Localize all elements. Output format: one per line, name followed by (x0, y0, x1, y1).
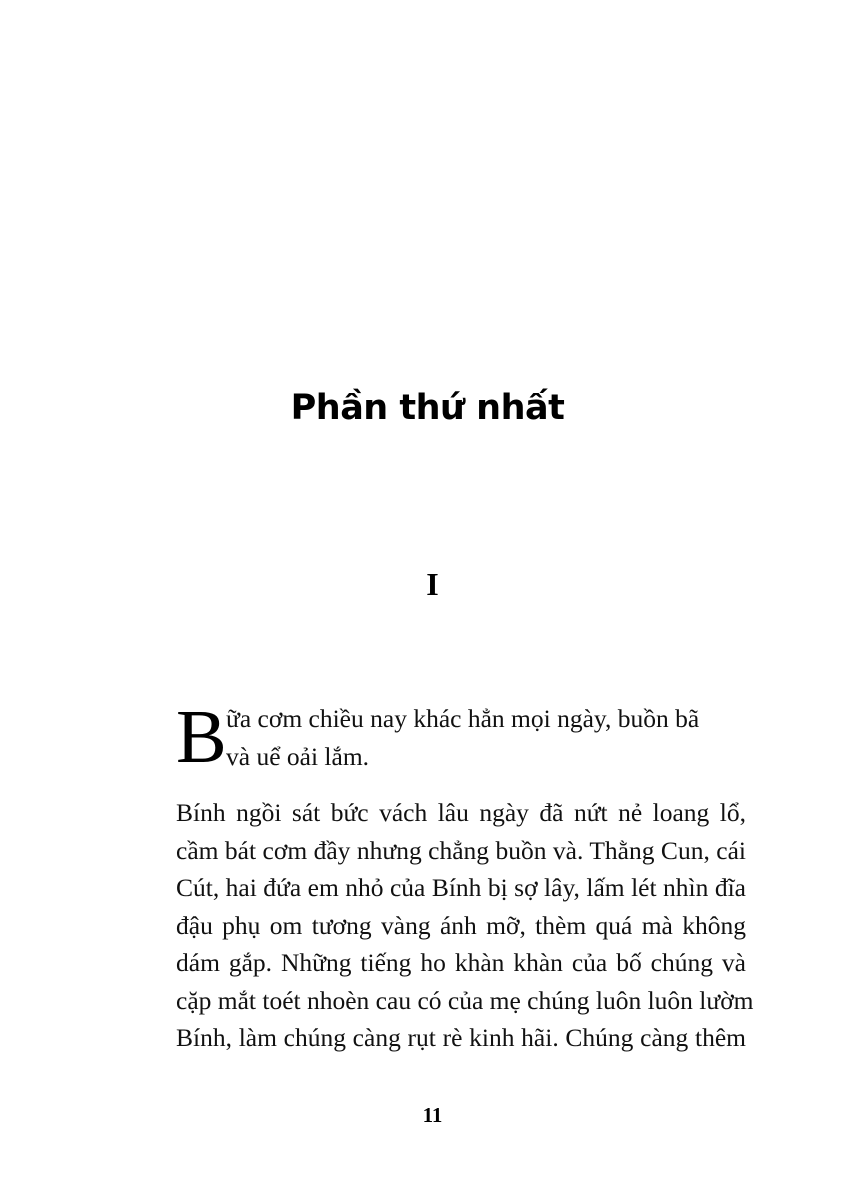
paragraph-line: ữa cơm chiều nay khác hẳn mọi ngày, buồn bã (226, 704, 700, 733)
paragraph-line: đậu phụ om tương vàng ánh mỡ, thèm quá mà không (176, 910, 746, 940)
paragraph-line: cặp mắt toét nhoèn cau có của mẹ chúng luôn luôn lườm (176, 985, 754, 1015)
paragraph-line: cầm bát cơm đầy nhưng chẳng buồn và. Thằng Cun, cái (176, 835, 746, 865)
body-text (176, 695, 754, 1057)
chapter-number: I (426, 566, 439, 602)
part-title: Phần thứ nhất (290, 388, 565, 428)
paragraph-line: Bính, làm chúng càng rụt rè kinh hãi. Chúng càng thêm (176, 1023, 746, 1052)
page-number: 11 (422, 1103, 443, 1127)
paragraph-line: Cút, hai đứa em nhỏ của Bính bị sợ lây, lấm lét nhìn đĩa (176, 873, 746, 902)
first-paragraph (176, 695, 746, 779)
drop-cap: B (176, 695, 227, 779)
paragraph-line: dám gắp. Những tiếng ho khàn khàn của bố chúng và (176, 948, 746, 977)
second-paragraph (176, 794, 754, 1057)
paragraph-line: Bính ngồi sát bức vách lâu ngày đã nứt nẻ loang lổ, (176, 798, 746, 827)
paragraph-line: và uể oải lắm. (226, 741, 370, 771)
